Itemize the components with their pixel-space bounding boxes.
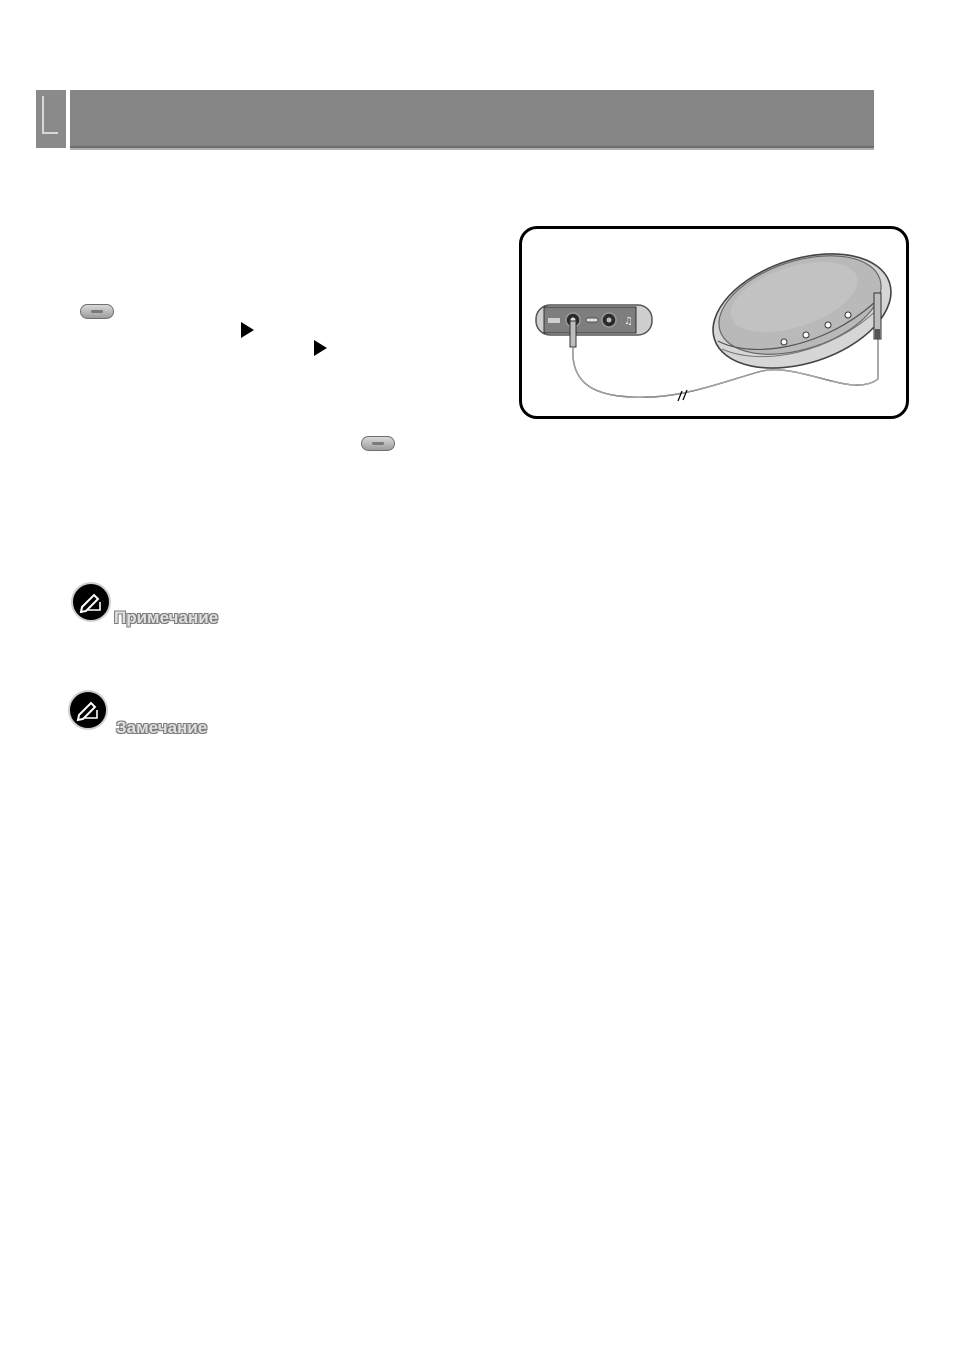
header-main-bar (70, 90, 874, 148)
note-pen-icon (68, 690, 108, 730)
section-header-bar (36, 90, 874, 148)
svg-text:♫: ♫ (624, 316, 633, 327)
connection-illustration (519, 226, 909, 419)
header-tab-marker (36, 90, 66, 148)
device-connection-drawing (522, 229, 906, 416)
note-label-primechanie: Примечание (114, 608, 219, 627)
oval-button-icon (80, 304, 114, 319)
note-pen-icon (71, 582, 111, 622)
play-triangle-icon (241, 322, 254, 338)
note-label-zamechanie: Замечание (116, 718, 208, 737)
oval-button-icon (361, 436, 395, 451)
play-triangle-icon (314, 340, 327, 356)
